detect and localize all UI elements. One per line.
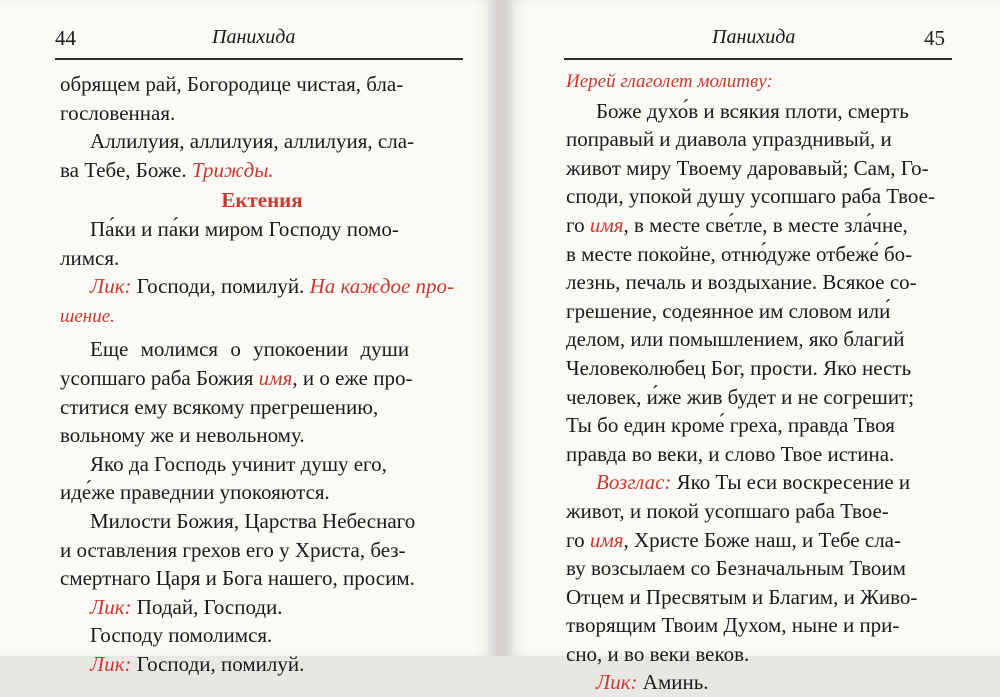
text-line: Милости Божия, Царства Небеснаго xyxy=(90,508,416,533)
text-line: делом, или помышлением, яко благий xyxy=(566,327,905,352)
text-line: вольному же и невольному. xyxy=(60,423,305,448)
text-line: лимся. xyxy=(60,245,120,270)
left-page-text xyxy=(60,70,464,678)
text-line: человек, и́же жив будет и не согрешит; xyxy=(566,384,915,409)
rubric-line: Иерей глаголет молитву: xyxy=(566,71,773,92)
text-line: го имя, в месте све́тле, в месте зла́чне, xyxy=(566,212,908,237)
page-number-left: 44 xyxy=(55,26,76,50)
text-line: Лик: Господи, помилуй. xyxy=(90,651,305,676)
text-line: поправый и диавола упразднивый, и xyxy=(566,127,892,152)
text-line: Ты бо един кроме́ греха, правда Твоя xyxy=(566,413,895,438)
section-heading: Ектения xyxy=(221,188,303,213)
right-page xyxy=(506,0,1000,695)
text-line: Лик: Господи, помилуй. На каждое про- xyxy=(90,274,455,299)
text-line: Отцем и Пресвятым и Благим, и Живо- xyxy=(566,584,918,609)
text-line: Яко да Господь учинит душу его, xyxy=(90,451,387,476)
text-line: ститися ему всякому прегрешению, xyxy=(60,394,379,419)
book-gutter xyxy=(496,0,506,656)
text-line: смертнаго Царя и Бога нашего, просим. xyxy=(60,566,415,591)
header-rule-right xyxy=(564,58,952,60)
text-line: правда во веки, и слово Твое истина. xyxy=(566,441,895,466)
text-line: в месте покойне, отню́дуже отбеже́ бо- xyxy=(566,241,913,266)
text-line: и оставления грехов его у Христа, без- xyxy=(60,537,406,562)
header-rule-left xyxy=(55,58,463,60)
text-line: Боже духо́в и всякия плоти, смерть xyxy=(596,98,909,123)
text-line: ва Тебе, Боже. Трижды. xyxy=(60,157,274,182)
text-line: ву возсылаем со Безначальным Твоим xyxy=(566,556,906,581)
page-number-right: 45 xyxy=(924,26,945,50)
text-line: Лик: Подай, Господи. xyxy=(90,594,283,619)
text-line: обрящем рай, Богородице чистая, бла- xyxy=(60,72,404,96)
text-line: лезнь, печаль и воздыхание. Всякое со- xyxy=(566,270,917,295)
text-line: усопшаго раба Божия имя, и о еже про- xyxy=(60,365,413,390)
text-line: Лик: Аминь. xyxy=(596,670,709,695)
text-line: живот, и покой усопшаго раба Твое- xyxy=(566,498,889,523)
rubric-thrice: Трижды. xyxy=(191,157,274,182)
text-line: творящим Твоим Духом, ныне и при- xyxy=(566,613,900,638)
right-page-text xyxy=(566,68,958,697)
text-line: Аллилуия, аллилуия, аллилуия, сла- xyxy=(90,129,415,154)
text-line: го имя, Христе Боже наш, и Тебе сла- xyxy=(566,527,901,552)
left-page xyxy=(0,0,496,676)
text-line: шение. xyxy=(60,305,115,327)
text-line: живот миру Твоему даровавый; Сам, Го- xyxy=(566,155,929,180)
text-line: сно, и во веки веков. xyxy=(566,641,750,666)
running-title-right: Панихида xyxy=(712,26,796,48)
text-line: Возглас: Яко Ты еси воскресение и xyxy=(596,470,911,495)
text-line: Человеколюбец Бог, прости. Яко несть xyxy=(566,355,912,380)
text-line: Па́ки и па́ки миром Господу помо- xyxy=(90,216,399,241)
text-line: иде́же праведнии упокояются. xyxy=(60,480,330,505)
text-line: грешение, содеянное им словом или́ xyxy=(566,298,891,323)
text-line: споди, упокой душу усопшаго раба Твое- xyxy=(566,184,935,209)
running-title-left: Панихида xyxy=(212,26,296,48)
text-line: Еще молимся о упокоении души xyxy=(90,337,410,362)
text-line: гословенная. xyxy=(60,100,176,125)
text-line: Господу помолимся. xyxy=(90,623,273,648)
